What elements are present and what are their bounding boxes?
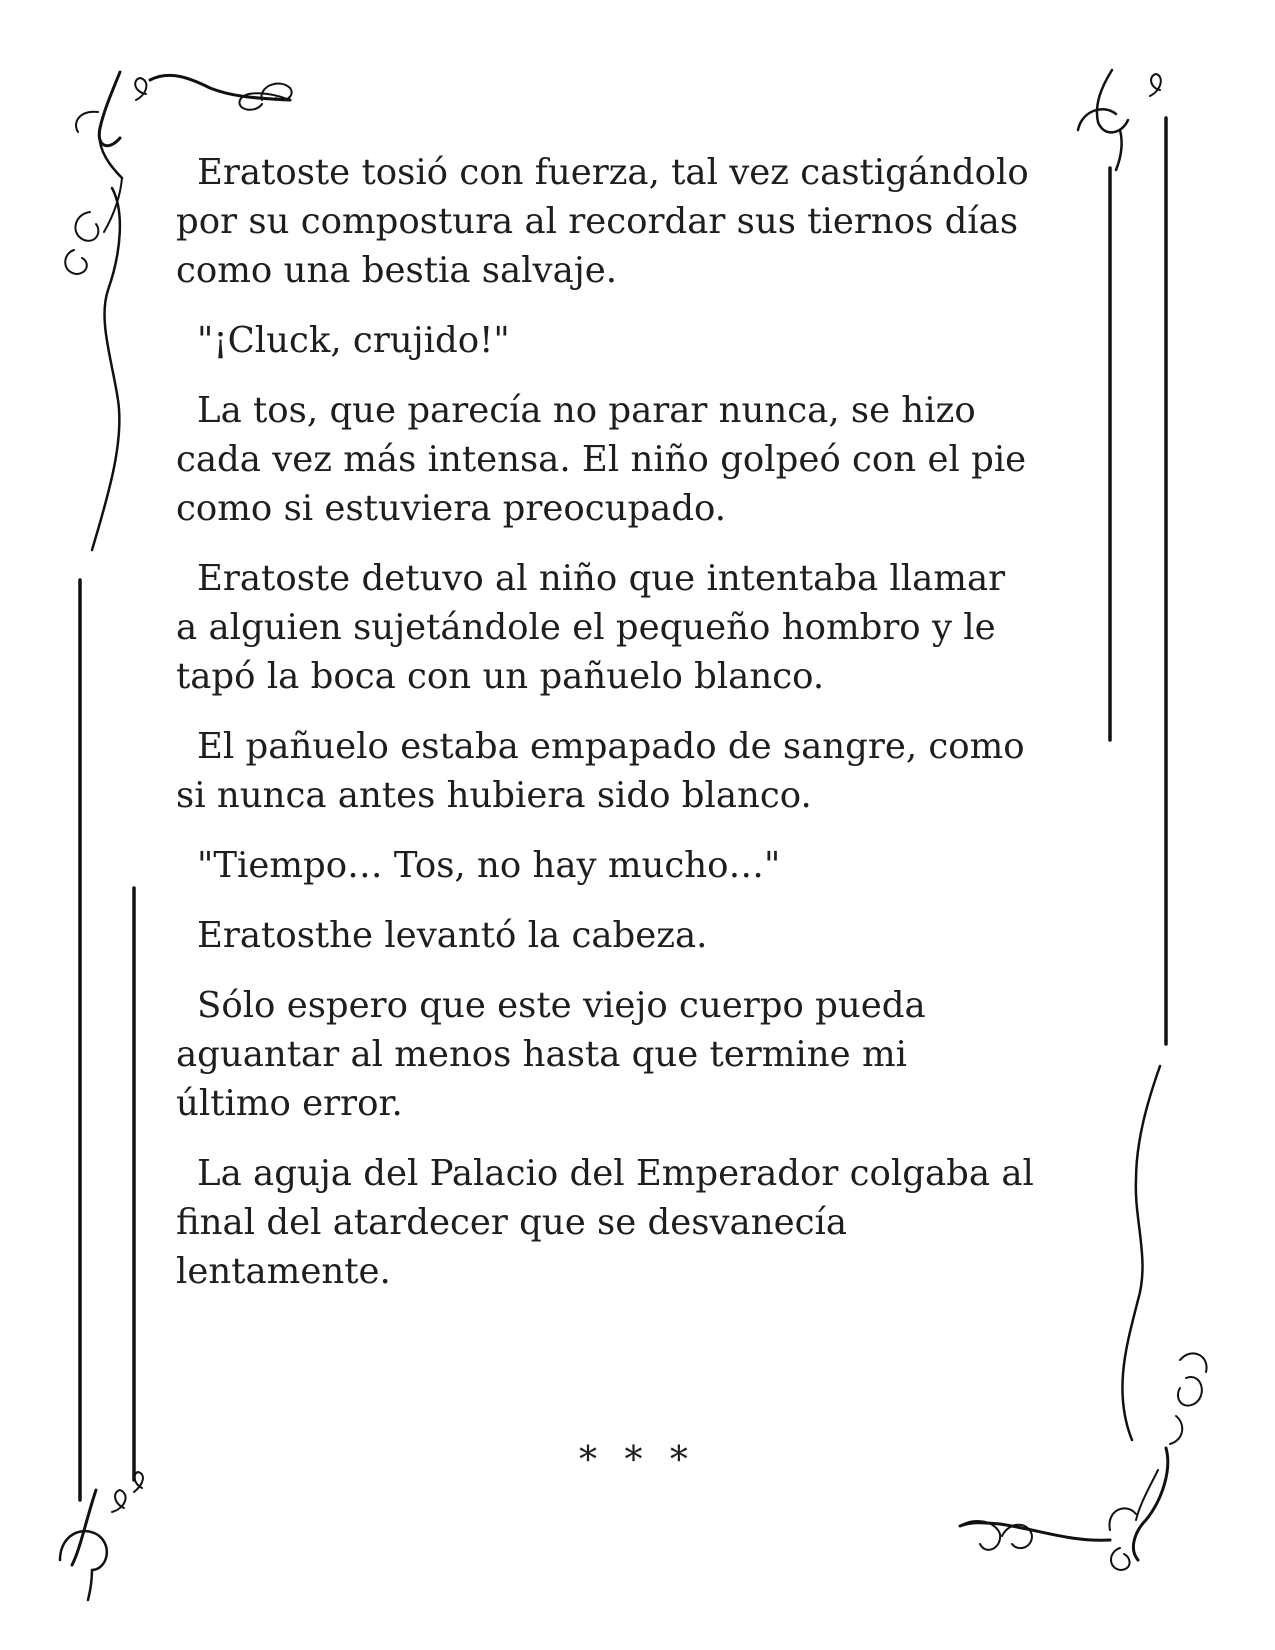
paragraph: "¡Cluck, crujido!" bbox=[197, 320, 510, 361]
paragraph: Eratosthe levantó la cabeza. bbox=[197, 915, 708, 956]
body-text bbox=[176, 148, 1096, 1317]
paragraph: El pañuelo estaba empapado de sangre, como si nunca antes hubiera sido blanco. bbox=[176, 726, 1025, 816]
section-separator: * * * bbox=[579, 1440, 696, 1481]
paragraph: Eratoste tosió con fuerza, tal vez castigándolo por su compostura al recordar sus tiernos días como una bestia salvaje. bbox=[176, 152, 1029, 291]
paragraph: "Tiempo… Tos, no hay mucho…" bbox=[197, 845, 781, 886]
paragraph: La tos, que parecía no parar nunca, se hizo cada vez más intensa. El niño golpeó con el pie como si estuviera preocupado. bbox=[176, 390, 1027, 529]
paragraph: Eratoste detuvo al niño que intentaba llamar a alguien sujetándole el pequeño hombro y le tapó la boca con un pañuelo blanco. bbox=[176, 558, 1006, 697]
paragraph: Sólo espero que este viejo cuerpo pueda aguantar al menos hasta que termine mi último error. bbox=[176, 985, 926, 1124]
paragraph: La aguja del Palacio del Emperador colgaba al final del atardecer que se desvanecía lentamente. bbox=[176, 1153, 1034, 1292]
bottom-left-flourish-icon bbox=[60, 1472, 143, 1600]
